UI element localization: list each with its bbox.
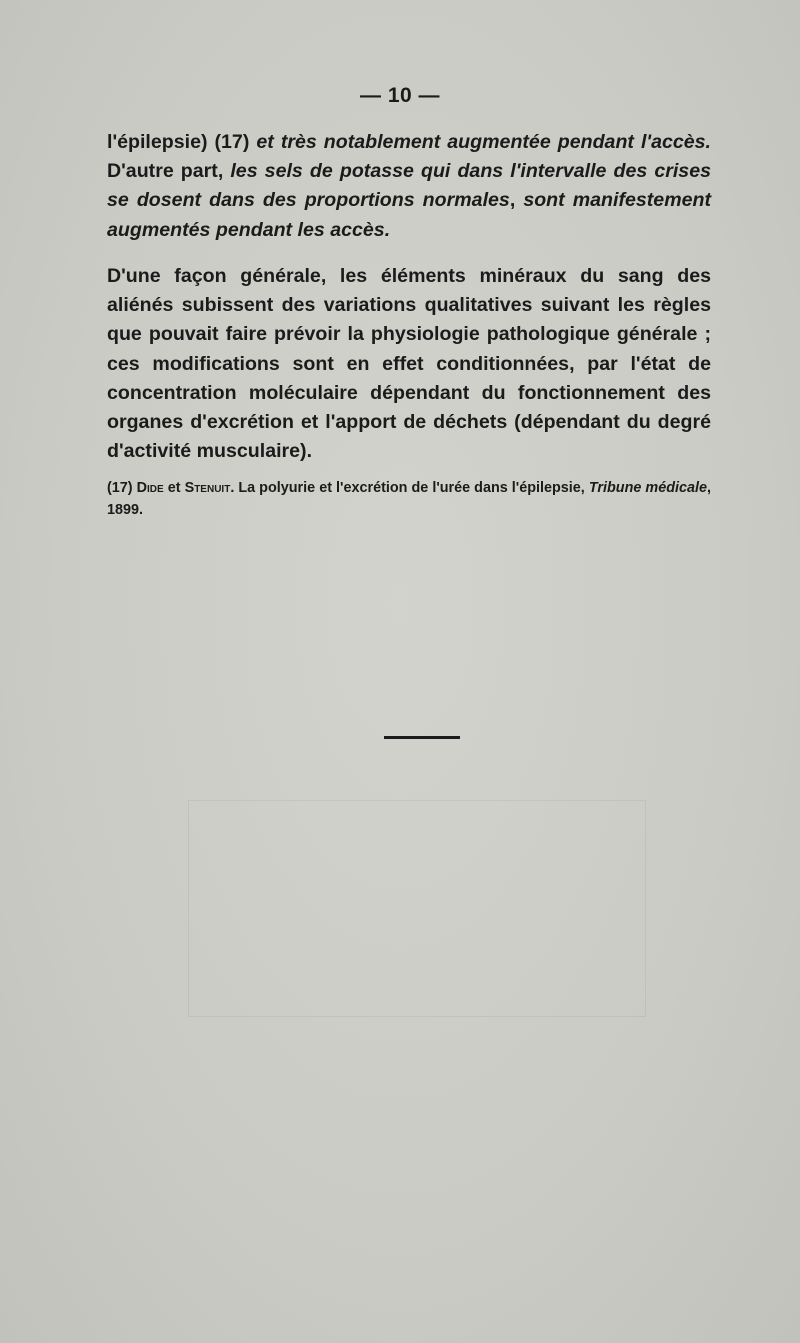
footnote-marker: (17) xyxy=(107,480,137,496)
bleed-through-table xyxy=(188,800,646,1017)
paragraph-1 xyxy=(107,128,711,245)
footnote-year: , 1899. xyxy=(107,480,711,518)
footnote-connector: et xyxy=(163,480,185,496)
paragraph-1-run-5: , xyxy=(509,189,524,212)
paragraph-2 xyxy=(107,262,711,466)
paragraph-1-run-4: les sels de potasse qui dans l'intervalle des crises se dosent dans des proportions normales xyxy=(107,160,711,212)
page-number: — 10 — xyxy=(359,84,441,107)
paragraph-1-run-2: et très notablement augmentée pendant l'accès. xyxy=(256,131,711,153)
section-end-rule xyxy=(384,736,460,739)
footnote-17 xyxy=(107,477,711,521)
paragraph-1-run-3: D'autre part, xyxy=(107,160,231,183)
paragraph-1-run-1: l'épilepsie) (17) xyxy=(107,131,257,153)
paragraph-2-text: D'une façon générale, les éléments minéraux du sang des aliénés subissent des variations qualitatives suivant les règles que pouvait faire prévoir la physiologie pathologique générale ; ces modifications sont en effet conditionnées, par l'état de concentration moléculaire dépendant du fonctionnement des organes d'excrétion et l'apport de déchets (dépendant du degré d'activité musculaire). xyxy=(107,265,711,463)
footnote-journal: Tribune médicale xyxy=(588,480,707,496)
footnote-title: . La polyurie et l'excrétion de l'urée dans l'épilepsie, xyxy=(230,480,589,496)
paragraph-1-run-6: sont manifestement augmentés pendant les accès. xyxy=(107,189,712,241)
footnote-author-1: Dide xyxy=(136,480,164,496)
footnote-author-2: Stenuit xyxy=(184,480,231,496)
